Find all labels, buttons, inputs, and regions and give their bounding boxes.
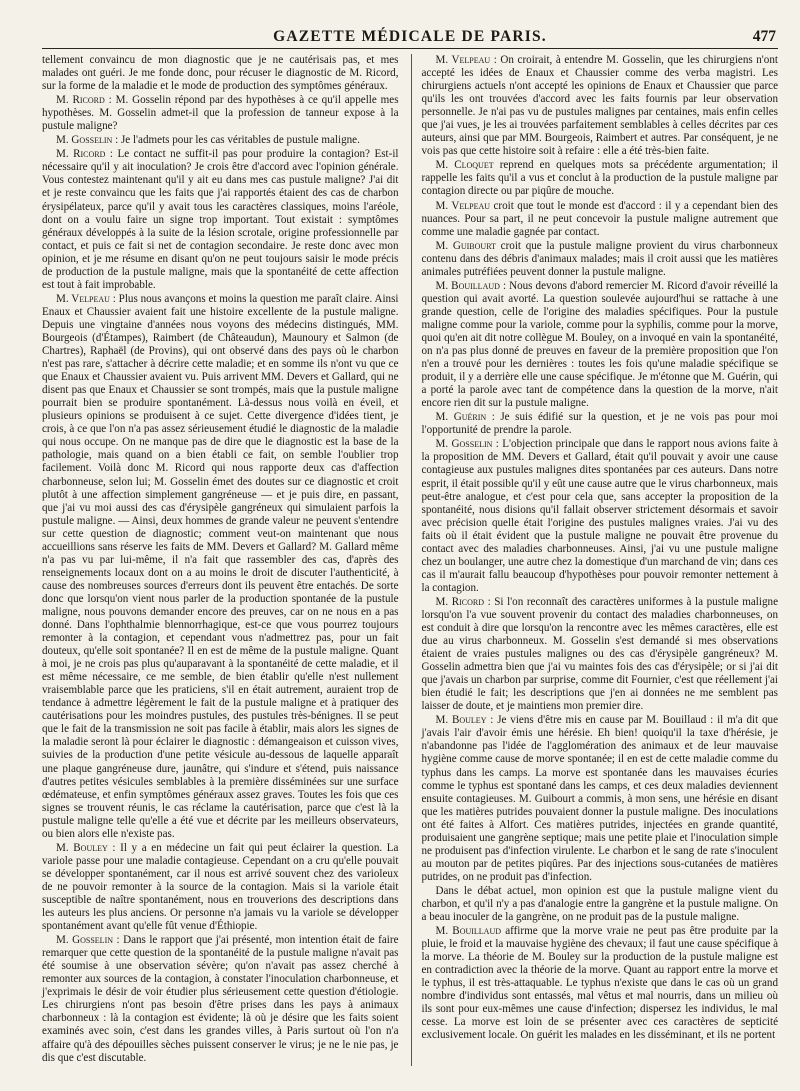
paragraph-text: Si l'on reconnaît des caractères uniformes à la pustule maligne lorsqu'on l'a vue souvent provenir du contact des maladies charbonneuses, on est conduit à dire que lorsqu'on la rencontre avec les mêmes caractères, elle est due au virus charbonneux. M. Gosselin s'est demandé si mes observations étaient de vraies pustules malignes ou des cas d'érysipèle gangréneux? M. Gosselin admettra bien que j'ai vu maintes fois des cas d'érysipèle; or si j'ai dit que j'avais un charbon par surprise, comme dit Fournier, c'est que réellement j'ai bien étudié le fait; les descriptions que j'en ai données ne me semblent pas laisser de doute, et je maintiens mon premier dire. (421, 595, 778, 713)
speaker-name: M. Velpeau : (56, 292, 116, 305)
speaker-name: M. Velpeau : (435, 54, 497, 66)
paragraph (422, 714, 779, 884)
speaker-name: M. Bouillaud : (435, 279, 507, 292)
paragraph-text: affirme que la morve vraie ne peut pas être produite par la pluie, le froid et la mauvaise hygiène des chevaux; il faut une cause spécifique à la morve. La théorie de M. Bouley sur la production de la pustule maligne est en contradiction avec la théorie de la morve. Quant au rapport entre la morve et le typhus, il est très-attaquable. Le typhus n'existe que dans le cas où un grand nombre d'individus sont entassés, mal vêtus et mal nourris, dans un milieu où ils sont pour eux-mêmes une cause d'infection; dispersez les individus, le mal cesse. La morve est loin de se présenter avec ces caractères de septicité exclusivement locale. On guérit les malades en les disséminant, et ils ne portent (421, 925, 778, 1042)
page-number: 477 (752, 28, 776, 45)
paragraph-text: On croirait, à entendre M. Gosselin, que les chirurgiens n'ont accepté les idées de Enaux et Chaussier comme des verba magistri. Les chirurgiens actuels n'ont accepté les opinions de Enaux et Chaussier que parce qu'ils les ont trouvées d'accord avec les faits fournis par leur observation personnelle. Je n'ai pas vu de pustules malignes par centaines, mais enfin celles que j'ai vues, je les ai trouvées parfaitement semblables à celles décrites par ces auteurs, ainsi que par MM. Bourgeois, Raimbert et autres. Par conséquent, je ne vois pas que cette histoire soit à refaire : elle a été très-bien faite. (421, 54, 778, 158)
speaker-name: M. Ricord : (435, 595, 491, 608)
paragraph (422, 438, 779, 595)
paragraph (42, 54, 399, 93)
paragraph-text: Je suis édifié sur la question, et je ne vois pas pour moi l'opportunité de prendre la parole. (421, 411, 778, 437)
paragraph-text: croit que tout le monde est d'accord : il y a cependant bien des nuances. Pour sa part, il ne peut concevoir la pustule maligne autrement que comme une maladie gagnée par contact. (421, 199, 778, 238)
paragraph (42, 94, 399, 133)
speaker-name: M. Bouley : (435, 714, 494, 727)
paragraph-text: Je l'admets pour les cas véritables de pustule maligne. (120, 134, 360, 147)
speaker-name: M. Velpeau (435, 199, 491, 212)
speaker-name: M. Gosselin : (56, 134, 119, 147)
paragraph-text: Dans le débat actuel, mon opinion est que la pustule maligne vient du charbon, et qu'il n'y a pas d'analogie entre la gangrène et la pustule maligne. On a beau inoculer de la gangrène, on ne produit pas de la pustule maligne. (421, 884, 778, 924)
paragraph-text: Nous devons d'abord remercier M. Ricord d'avoir réveillé la question qui avait avorté. La question soulevée aujourd'hui se rattache à une grande question, celle de l'origine des maladies spécifiques. Pour la pustule maligne comme pour la variole, comme pour la syphilis, comme pour la morve, quoi qu'en ait dit notre collègue M. Bouley, on a invoqué en vain la spontanéité, on n'a pas plus donné de preuves en faveur de la première proposition que l'on n'en a trouvé pour les dernières : toutes les fois qu'une maladie spécifique se produit, il y a derrière elle une cause spécifique. Je m'étonne que M. Guérin, qui a porté la parole avec tant de compétence dans la question de la morve, n'ait encore rien dit sur la pustule maligne. (421, 279, 778, 410)
paragraph-text: Il y a en médecine un fait qui peut éclairer la question. La variole passe pour une maladie contagieuse. Cependant on a cru qu'elle pouvait se développer spontanément, car il nous est arrivé souvent chez des varioleux de ne pouvoir remonter à la source de la contagion. Mais si la variole était susceptible de naître spontanément, nous en trouverions des descriptions dans les auteurs les plus anciens. Or personne n'a jamais vu la variole se développer spontanément avant qu'elle fût venue d'Éthiopie. (42, 841, 399, 933)
paragraph-text: tellement convaincu de mon diagnostic que je ne cautérisais pas, et mes malades ont guéri. Je me fonde donc, pour récuser le diagnostic de M. Ricord, sur la forme de la maladie et le mode de production des symptômes généraux. (42, 54, 399, 93)
speaker-name: M. Ricord : (56, 148, 113, 161)
speaker-name: M. Guibourt (435, 239, 496, 252)
speaker-name: M. Guérin : (435, 411, 495, 424)
paragraph-text: M. Gosselin répond par des hypothèses à ce qu'il appelle mes hypothèses. M. Gosselin admet-il que la profession de tanneur expose à la pustule maligne? (42, 94, 399, 133)
paragraph-text: Dans le rapport que j'ai présenté, mon intention était de faire remarquer que cette question de la spontanéité de la pustule maligne n'avait pas été soumise à une observation sévère; qu'on n'avait pas assez cherché à remonter aux sources de la contagion, à constater l'inoculation charbonneuse, et j'exprimais le désir de voir étudier plus sérieusement cette question d'étiologie. Les chirurgiens n'ont pas besoin d'être prises dans les pays à animaux charbonneux : là la contagion est évidente; là où je désire que les faits soient examinés avec soin, c'est dans les grandes villes, à Paris surtout où l'on n'a affaire qu'à des dépouilles sèches puissent conserver le virus; je ne le nie pas, je dis que c'est discutable. (42, 934, 399, 1064)
paragraph (42, 293, 399, 841)
speaker-name: M. Ricord : (56, 94, 112, 107)
paragraph-text: Le contact ne suffit-il pas pour produire la contagion? Est-il nécessaire qu'il y ait inoculation? Je crois être d'accord avec l'opinion générale. Vous contestez maintenant qu'il y ait eu dans mes cas pustule maligne? J'ai dit et je reste convaincu que les faits que j'ai rapportés étaient des cas de charbon érysipélateux, parce qu'il y avait tous les caractères classiques, moins l'aréole, dont on a voulu faire un signe trop important. Tout existait : symptômes généraux développés à la suite de la lésion scrotale, origine professionnelle par contact, et puis ce fait si net de contagion secondaire. Je reste donc avec mon opinion, et je me résume en disant qu'on ne peut toujours saisir le mode précis de production de la pustule maligne, mais que la spontanéité de cette affection est tout à fait improbable. (42, 148, 399, 291)
paragraph-text: reprend en quelques mots sa précédente argumentation; il rappelle les faits qu'il a vus et conclut à la production de la pustule maligne par contagion directe ou par piqûre de mouche. (421, 159, 778, 198)
text-columns (42, 54, 778, 1066)
paragraph-text: Plus nous avançons et moins la question me paraît claire. Ainsi Enaux et Chaussier avaient fait une histoire excellente de la pustule maligne. Depuis une vingtaine d'années nous voyons des médecins distingués, MM. Bourgeois (d'Étampes), Raimbert (de Châteaudun), Maunoury et Salmon (de Chartres), Raphaël (de Provins), qui ont observé dans des pays où le charbon n'est pas rare, s'attacher à décrire cette maladie; et en somme ils n'ont vu que ce que Enaux et Chaussier avaient vu. Puis arrivent MM. Devers et Gallard, qui ne disent pas que Enaux et Chaussier se sont trompés, mais que la pustule maligne pourrait bien se produire spontanément. Là-dessus nous voilà en éveil, et plusieurs opinions se produisent à ce sujet. Cette divergence d'idées tient, je crois, à ce que l'on n'a pas assez sérieusement étudié le diagnostic de la maladie qui nous occupe. On ne manque pas de dire que le diagnostic est la base de la pathologie, mais quand on a bien établi ce fait, on semble l'oublier trop facilement. Voilà donc M. Ricord qui nous rapporte deux cas d'affection charbonneuse, selon lui; M. Gosselin émet des doutes sur ce diagnostic et croit plutôt à une affection simplement gangréneuse — et je puis dire, en passant, que j'ai vu moi aussi des cas d'érysipèle gangréneux qui simulaient parfois la pustule maligne. — Ainsi, deux hommes de grande valeur ne peuvent s'entendre sur cette question de diagnostic; comment veut-on maintenant que nous accueillions sans réserve les faits de MM. Devers et Gallard? M. Gallard même n'a pas vu par lui-même, il n'a fait que rassembler des cas, d'après des renseignements locaux dont on a au moins le droit de discuter l'authenticité, à cause des nombreuses sources d'erreurs dont ils peuvent être entachés. De sorte donc que lorsqu'on vient nous parler de la production spontanée de la pustule maligne, nous pouvons demander encore des preuves, car on ne nous en a pas donné. Dans l'ophthalmie blennorrhagique, est-ce que vous pourrez toujours remonter à la contagion, et cependant vous n'admettrez pas, pour un fait douteux, qu'elle soit spontanée? Il en est de même de la pustule maligne. Quant à moi, je ne crois pas plus qu'auparavant à la spontanéité de cette maladie, et il est même nécessaire, ce me semble, de bien établir qu'elle n'est nullement vraisemblable parce que les praticiens, s'il en était autrement, auraient trop de tendance à admettre légèrement le fait de la pustule maligne et à pratiquer des cautérisations pour les moindres pustules, des pustules très-bénignes. Il se peut que le fait de la transmission ne soit pas facile à établir, mais alors les signes de la maladie seront là pour éclairer le diagnostic : démangeaison et cuisson vives, suivies de la production d'une petite vésicule au-dessous de laquelle apparaît une plaque gangréneuse dure, jaunâtre, qui s'indure et s'étend, puis naissance d'autres petites vésicules semblables à la première disséminées sur une surface œdémateuse, et enfin symptômes généraux assez graves. Toutes les fois que ces signes se trouvent réunis, le cas réclame la cautérisation, parce que c'est là la pustule maligne telle qu'elle a été vue et décrite par les meilleurs observateurs, ou bien alors elle n'existe pas. (42, 292, 399, 840)
paragraph (422, 925, 779, 1042)
left-column (42, 54, 399, 1066)
speaker-name: M. Gosselin : (56, 934, 120, 947)
paragraph (42, 842, 399, 933)
speaker-name: M. Cloquet (435, 159, 494, 172)
paragraph (422, 280, 779, 410)
paragraph (42, 934, 399, 1064)
running-title: GAZETTE MÉDICALE DE PARIS. (273, 28, 547, 45)
speaker-name: M. Gosselin : (435, 438, 499, 451)
speaker-name: M. Bouley : (56, 841, 116, 854)
right-column (411, 54, 779, 1066)
paragraph-text: Je viens d'être mis en cause par M. Bouillaud : il m'a dit que j'avais l'air d'avoir émis une hérésie. Eh bien! quoiqu'il la taxe d'hérésie, je n'abandonne pas l'idée de l'agglomération des animaux et de leur mauvaise hygiène comme cause de morve spontanée; il en est de cette maladie comme du typhus dans les camps. La morve est spontanée dans les mauvaises écuries comme le typhus est spontané dans les camps, et ces deux maladies deviennent ensuite contagieuses. M. Guibourt a commis, à mon sens, une hérésie en disant que les matières putrides pouvaient donner la pustule maligne. Des inoculations ont été faites à Alfort. Ces matières putrides, injectées en grande quantité, produisaient une gangrène septique; mais une petite plaie et l'inoculation simple ne produisent pas d'infection virulente. Le charbon et le sang de rate s'inoculent au mouton par de petites piqûres. Par des injections sous-cutanées de matières putrides, on ne produit pas d'infection. (421, 714, 778, 883)
speaker-name: M. Bouillaud (435, 925, 502, 938)
paragraph (422, 159, 779, 198)
paragraph (422, 596, 779, 713)
paragraph (42, 134, 399, 147)
paragraph (422, 54, 779, 158)
page-header (42, 14, 778, 49)
paragraph (42, 148, 399, 292)
paragraph (422, 411, 779, 437)
paragraph (422, 240, 779, 279)
paragraph-text: croit que la pustule maligne provient du virus charbonneux contenu dans des débris d'animaux malades; mais il croit aussi que les matières animales putréfiées peuvent donner la pustule maligne. (421, 239, 778, 278)
paragraph-text: L'objection principale que dans le rapport nous avions faite à la proposition de MM. Devers et Gallard, était qu'il pouvait y avoir une cause contagieuse aux pustules malignes dites spontanées par ces auteurs. Dans notre esprit, il était possible qu'il y eût une cause autre que le virus charbonneux, mais peut-être analogue, et c'est pour cela que, sans accepter la proposition de la spontanéité, nous disions qu'il fallait observer strictement désormais et savoir avec précision quelle était l'origine des pustules malignes vraies. J'ai vu des faits où il était évident que la pustule maligne ne pouvait être provenue du contact avec des maladies charbonneuses. Ainsi, j'ai vu une pustule maligne chez un boulanger, une autre chez la domestique d'un marchand de vin; dans ces cas il m'aurait fallu beaucoup d'hypothèses pour pouvoir remonter nettement à la contagion. (421, 438, 778, 594)
paragraph (422, 200, 779, 239)
paragraph (422, 885, 779, 924)
